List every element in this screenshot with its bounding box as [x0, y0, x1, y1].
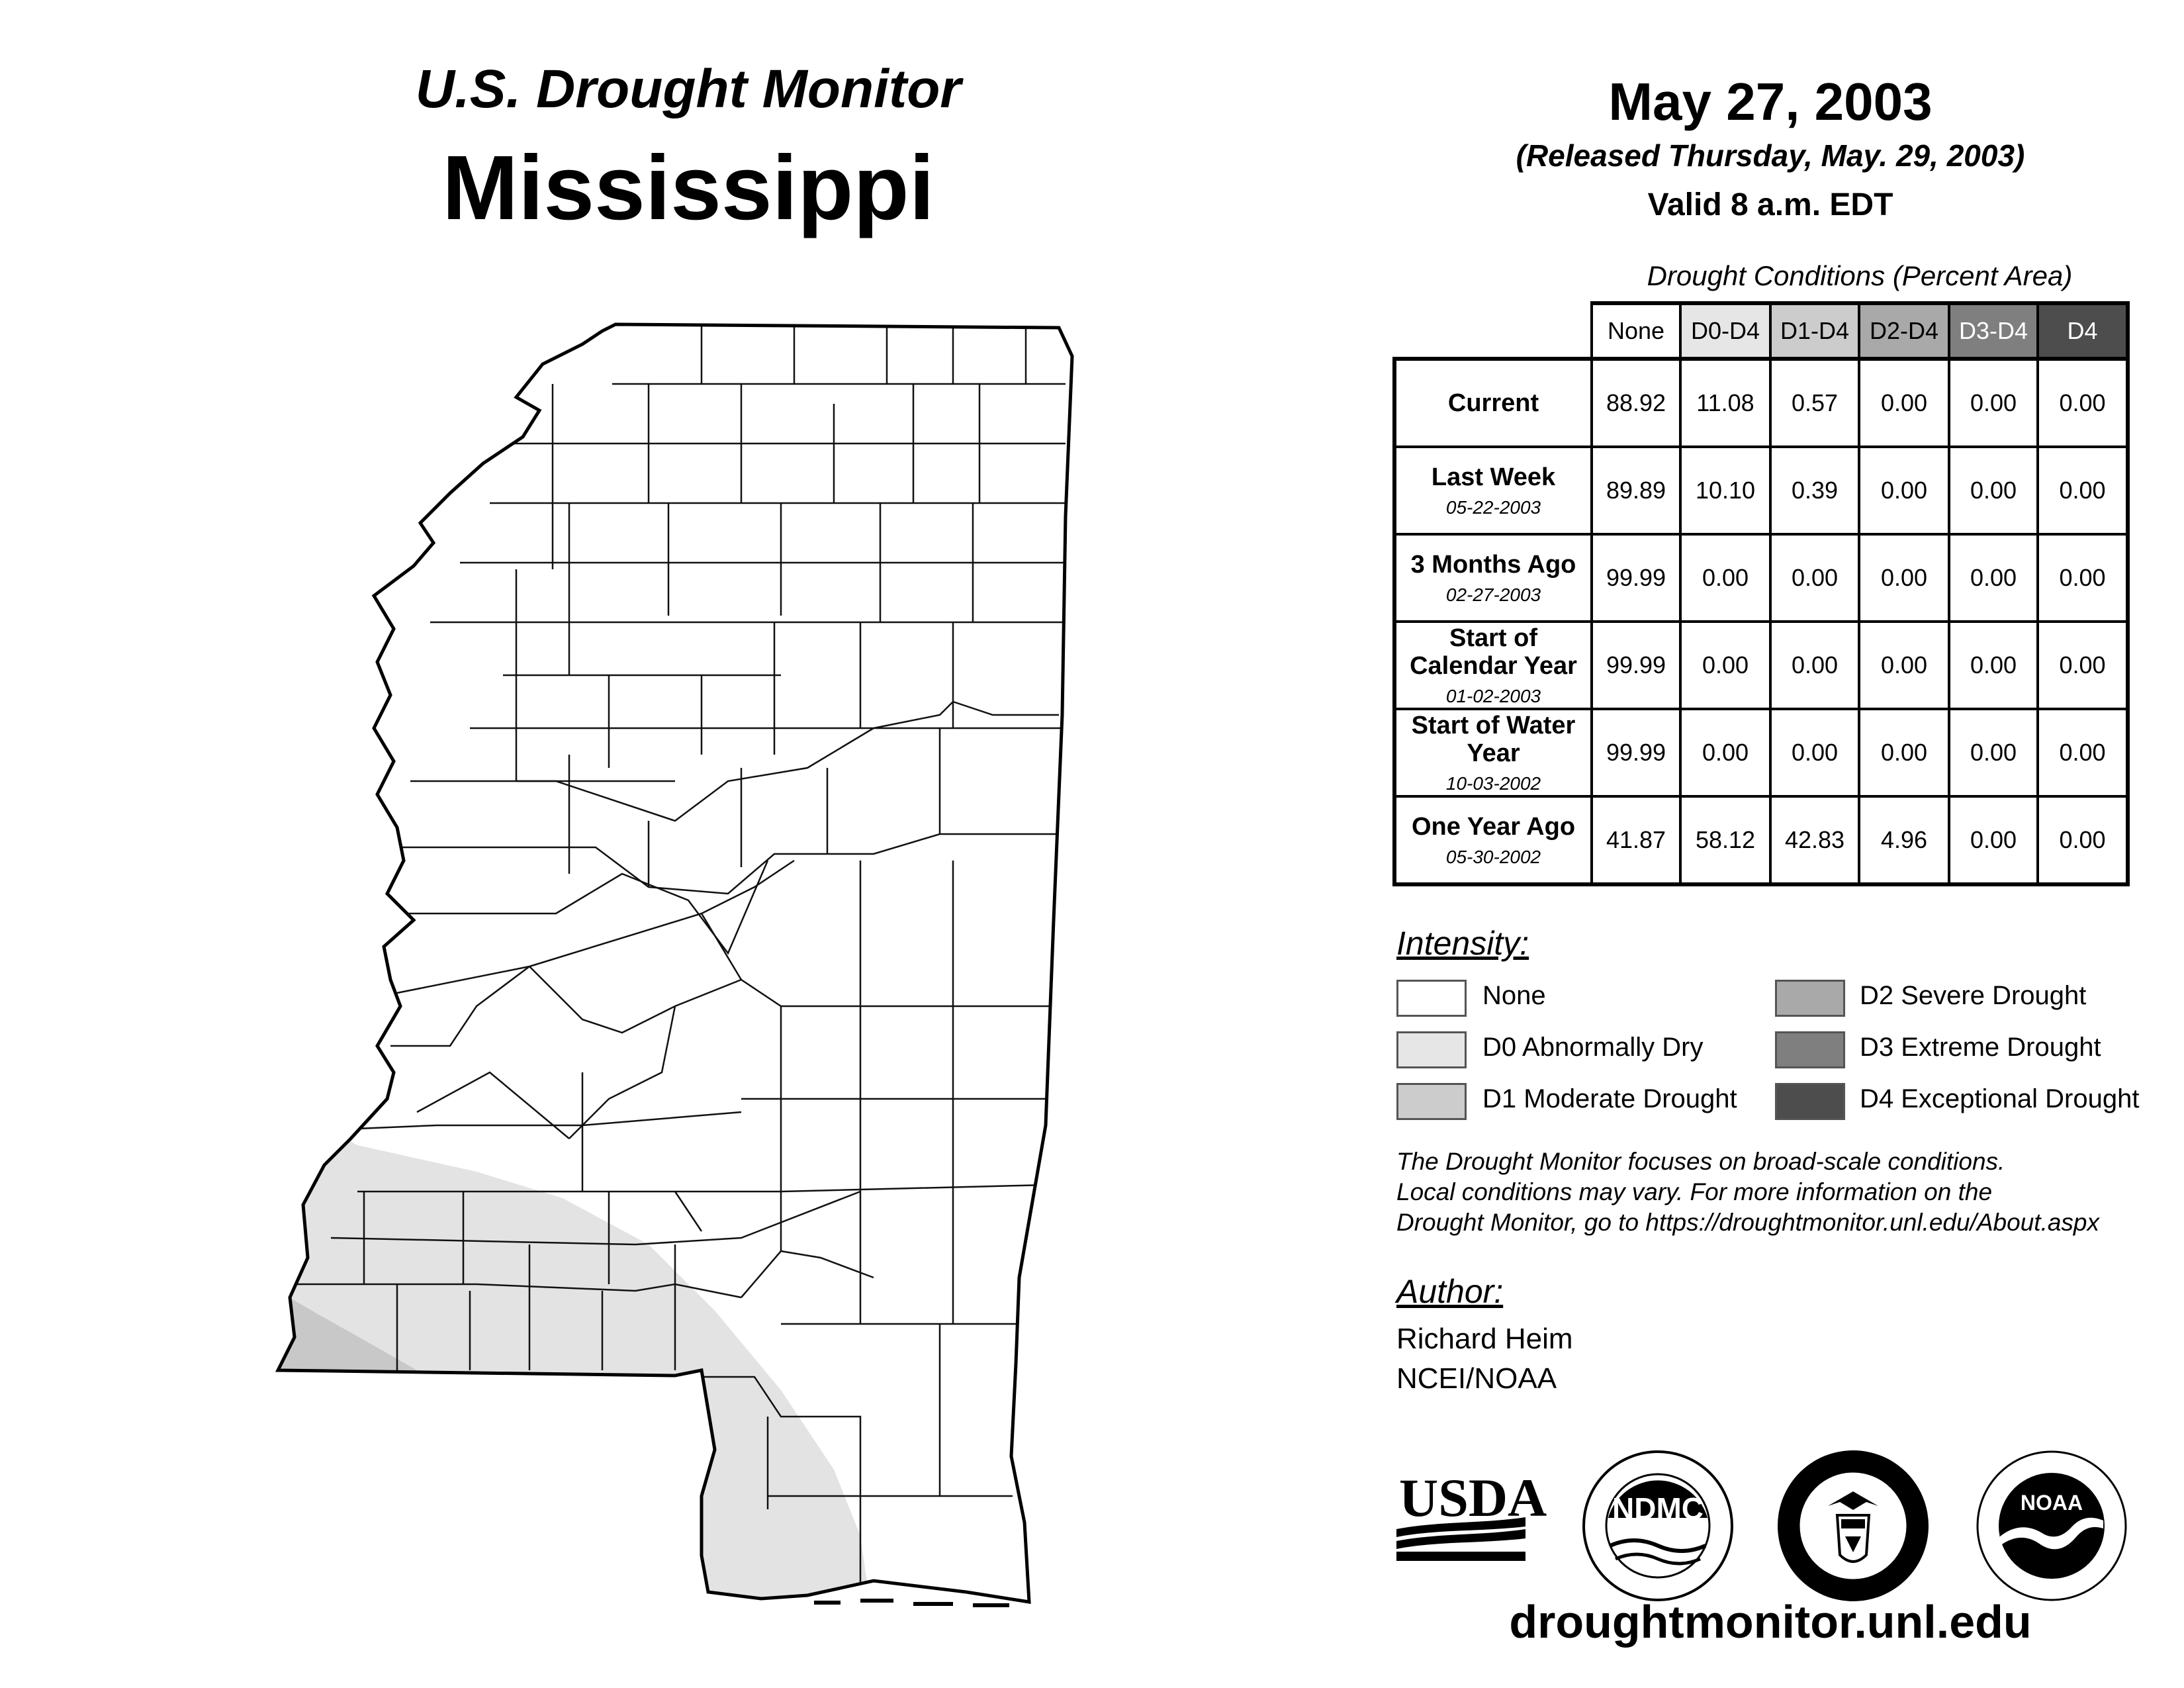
table-cell: 41.87	[1592, 796, 1680, 884]
row-date: 05-30-2002	[1445, 846, 1541, 867]
table-cell: 11.08	[1680, 359, 1770, 447]
disclaimer-note	[1396, 1147, 2164, 1238]
table-row	[1394, 622, 2128, 709]
table-cell: 0.00	[2038, 447, 2128, 534]
table-header-row	[1394, 303, 2128, 359]
usda-logo-text: USDA	[1399, 1468, 1547, 1528]
table-cell: 0.00	[1770, 534, 1859, 622]
author-heading: Author:	[1396, 1273, 1504, 1310]
barrier-islands	[814, 1599, 1009, 1607]
author-organization: NCEI/NOAA	[1396, 1362, 1557, 1395]
table-cell: 0.00	[1680, 622, 1770, 709]
table-cell: 0.00	[1949, 447, 2038, 534]
usda-logo	[1396, 1463, 1547, 1562]
legend-swatch-d3	[1775, 1031, 1845, 1068]
note-line: Drought Monitor, go to https://droughtmonitor.unl.edu/About.aspx	[1396, 1208, 2099, 1236]
row-label	[1394, 796, 1592, 884]
legend-swatch-none	[1396, 980, 1467, 1017]
row-date: 05-22-2003	[1445, 496, 1541, 518]
col-header: D0-D4	[1680, 303, 1770, 359]
row-label	[1394, 622, 1592, 709]
row-date: 01-02-2003	[1445, 685, 1541, 706]
table-cell: 0.00	[1949, 359, 2038, 447]
row-label-text: Start of Water Year	[1411, 711, 1576, 768]
col-header: None	[1592, 303, 1680, 359]
legend-label-d2: D2 Severe Drought	[1860, 981, 2087, 1010]
row-label-text: Start of Calendar Year	[1410, 624, 1577, 680]
table-cell: 58.12	[1680, 796, 1770, 884]
row-label	[1394, 447, 1592, 534]
table-cell: 0.00	[1949, 622, 2038, 709]
table-row	[1394, 359, 2128, 447]
table-cell: 0.00	[1770, 709, 1859, 796]
legend-swatch-d1	[1396, 1083, 1467, 1120]
col-header: D3-D4	[1949, 303, 2038, 359]
table-cell: 0.00	[2038, 359, 2128, 447]
table-cell: 0.00	[1859, 447, 1949, 534]
row-label	[1394, 709, 1592, 796]
drought-conditions-table	[1392, 301, 2130, 886]
table-cell: 0.00	[1680, 534, 1770, 622]
legend-swatch-d0	[1396, 1031, 1467, 1068]
state-name: Mississippi	[442, 137, 934, 239]
table-cell: 0.00	[1949, 709, 2038, 796]
table-cell: 0.00	[1680, 709, 1770, 796]
table-cell: 0.39	[1770, 447, 1859, 534]
legend-label-none: None	[1482, 981, 1546, 1010]
row-date: 10-03-2002	[1445, 773, 1541, 794]
table-corner	[1394, 303, 1592, 359]
note-line: Local conditions may vary. For more information on the	[1396, 1178, 1993, 1205]
author-name: Richard Heim	[1396, 1323, 1573, 1355]
table-cell: 0.00	[1770, 622, 1859, 709]
table-cell: 0.00	[1859, 359, 1949, 447]
table-cell: 42.83	[1770, 796, 1859, 884]
legend-label-d1: D1 Moderate Drought	[1482, 1084, 1737, 1113]
col-header: D2-D4	[1859, 303, 1949, 359]
website-url[interactable]: droughtmonitor.unl.edu	[1509, 1596, 2032, 1648]
table-row	[1394, 796, 2128, 884]
legend-title: Intensity:	[1396, 925, 1529, 962]
table-cell: 0.00	[2038, 709, 2128, 796]
table-cell: 0.00	[1859, 709, 1949, 796]
row-label-text: One Year Ago	[1411, 813, 1576, 841]
commerce-seal	[1774, 1446, 1933, 1605]
mississippi-drought-map	[278, 305, 1112, 1615]
ndmc-logo-text: NDMC	[1612, 1491, 1704, 1526]
release-date: (Released Thursday, May. 29, 2003)	[1516, 138, 2025, 173]
legend-label-d3: D3 Extreme Drought	[1860, 1033, 2101, 1062]
row-label-text: Last Week	[1431, 463, 1556, 492]
table-cell: 89.89	[1592, 447, 1680, 534]
table-body	[1394, 359, 2128, 884]
table-cell: 0.00	[2038, 796, 2128, 884]
legend-label-d0: D0 Abnormally Dry	[1482, 1033, 1704, 1062]
noaa-logo	[1972, 1446, 2131, 1605]
map-date: May 27, 2003	[1608, 72, 1933, 131]
table-cell: 0.00	[1859, 534, 1949, 622]
table-cell: 0.00	[2038, 622, 2128, 709]
table-cell: 10.10	[1680, 447, 1770, 534]
table-cell: 4.96	[1859, 796, 1949, 884]
row-date: 02-27-2003	[1445, 584, 1541, 605]
table-cell: 99.99	[1592, 622, 1680, 709]
valid-time: Valid 8 a.m. EDT	[1647, 187, 1893, 222]
map-title: U.S. Drought Monitor	[415, 59, 962, 119]
row-label	[1394, 359, 1592, 447]
col-header: D1-D4	[1770, 303, 1859, 359]
note-line: The Drought Monitor focuses on broad-scale conditions.	[1396, 1148, 2005, 1175]
table-cell: 0.00	[2038, 534, 2128, 622]
table-cell: 88.92	[1592, 359, 1680, 447]
table-cell: 0.00	[1949, 534, 2038, 622]
ndmc-logo	[1578, 1446, 1737, 1605]
legend-label-d4: D4 Exceptional Drought	[1860, 1084, 2140, 1113]
legend-swatch-d4	[1775, 1083, 1845, 1120]
legend-swatch-d2	[1775, 980, 1845, 1017]
row-label-text: Current	[1447, 389, 1539, 417]
row-label	[1394, 534, 1592, 622]
row-label-text: 3 Months Ago	[1410, 551, 1576, 579]
table-cell: 0.57	[1770, 359, 1859, 447]
table-cell: 0.00	[1859, 622, 1949, 709]
col-header: D4	[2038, 303, 2128, 359]
table-row	[1394, 709, 2128, 796]
table-cell: 99.99	[1592, 534, 1680, 622]
table-cell: 0.00	[1949, 796, 2038, 884]
table-row	[1394, 534, 2128, 622]
table-cell: 99.99	[1592, 709, 1680, 796]
table-row	[1394, 447, 2128, 534]
noaa-logo-text: NOAA	[2020, 1491, 2083, 1515]
table-caption: Drought Conditions (Percent Area)	[1647, 260, 2073, 291]
